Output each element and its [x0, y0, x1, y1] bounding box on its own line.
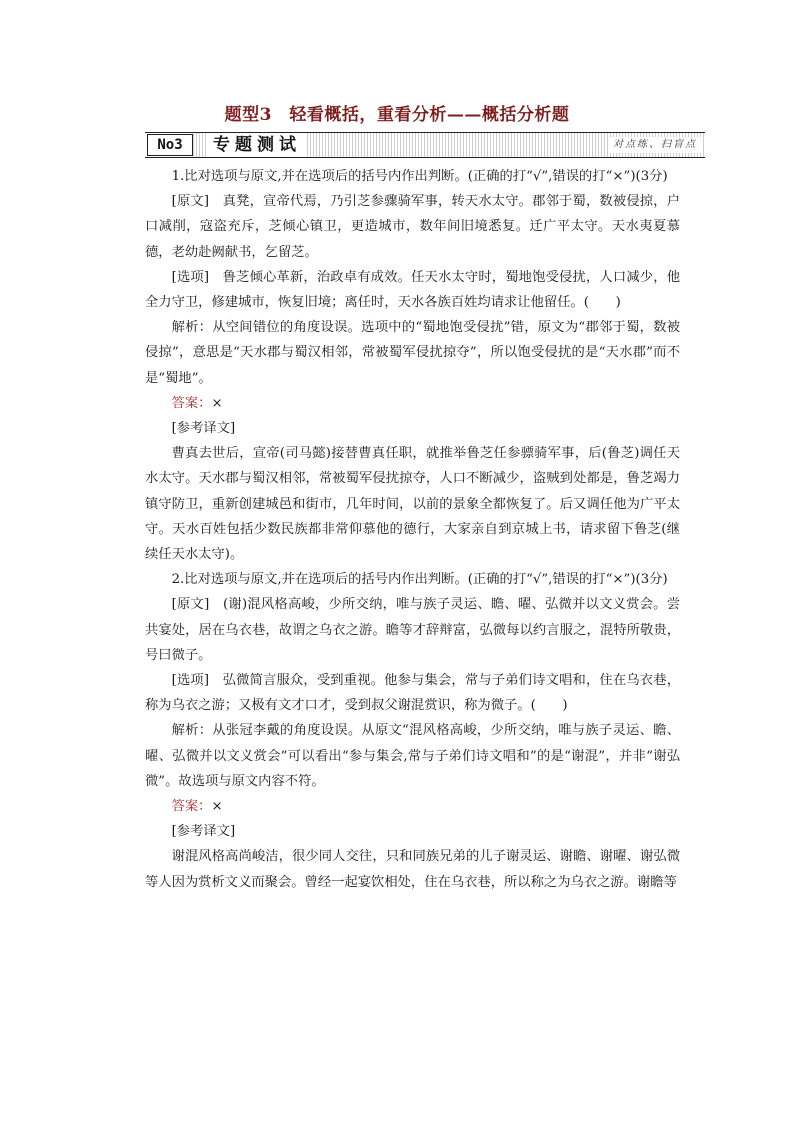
- q1-answer-label: 答案：: [171, 395, 212, 411]
- q1-prompt: 1.比对选项与原文,并在选项后的括号内作出判断。(正确的打“√”,错误的打“×”)(3分): [171, 169, 668, 184]
- page-title: 题型3 轻看概括，重看分析——概括分析题: [224, 105, 570, 125]
- document-body: [145, 164, 680, 895]
- q1-answer-value: ×: [211, 395, 223, 411]
- q2-translation: 谢混风格高尚峻洁，很少同人交往，只和同族兄弟的儿子谢灵运、谢瞻、谢曜、谢弘微等人因为赏析文义而聚会。曾经一起宴饮相处，住在乌衣巷，所以称之为乌衣之游。谢瞻等: [145, 849, 680, 890]
- q1-analysis: 解析：从空间错位的角度设误。选项中的“蜀地饱受侵扰”错，原文为“郡邻于蜀，数被侵掠”，意思是“天水郡与蜀汉相邻，常被蜀军侵扰掠夺”，所以饱受侵扰的是“天水郡”而不是“蜀地”。: [145, 320, 680, 386]
- q1-reference-heading: [参考译文]: [171, 421, 236, 437]
- q2-answer-value: ×: [211, 799, 223, 815]
- q1-answer: [145, 391, 680, 416]
- q2-answer: [145, 794, 680, 819]
- q1-translation: 曹真去世后，宣帝(司马懿)接替曹真任职，就推举鲁芝任参骠骑军事，后(鲁芝)调任天水太守。天水郡与蜀汉相邻，常被蜀军侵扰掠夺，人口不断减少，盗贼到处都是，鲁芝竭力镇守防卫，重新创建城邑和街市，几年时间，以前的景象全都恢复了。后又调任他为广平太守。天水百姓包括少数民族都非常仰慕他的德行，大家亲自到京城上书，请求留下鲁芝(继续任天水太守)。: [145, 446, 680, 563]
- q2-analysis: 解析：从张冠李戴的角度设误。从原文“混风格高峻，少所交纳，唯与族子灵运、瞻、曜、弘微并以文义赏会”可以看出“参与集会,常与子弟们诗文唱和”的是“谢混”，并非“谢弘微”。故选项与原文内容不符。: [145, 723, 680, 789]
- section-number-badge: No3: [147, 134, 193, 156]
- q2-answer-label: 答案：: [171, 799, 212, 815]
- q2-prompt: 2.比对选项与原文,并在选项后的括号内作出判断。(正确的打“√”,错误的打“×”)(3分): [171, 572, 668, 588]
- q2-option-text: [选项] 弘微简言服众，受到重视。他参与集会，常与子弟们诗文唱和，住在乌衣巷，称为乌衣之游；又极有文才口才，受到叔父谢混赏识，称为微子。( ): [145, 673, 680, 714]
- section-header-bar: [145, 132, 705, 158]
- q2-original-text: [原文] (谢)混风格高峻，少所交纳，唯与族子灵运、瞻、曜、弘微并以文义赏会。尝共宴处，居在乌衣巷，故谓之乌衣之游。瞻等才辞辩富，弘微每以约言服之，混特所敬贵，号曰微子。: [145, 597, 680, 663]
- section-right-label: 对点练、扫盲点: [609, 137, 701, 153]
- q2-reference-heading: [参考译文]: [171, 824, 236, 840]
- q1-option-text: [选项] 鲁芝倾心革新，治政卓有成效。任天水太守时，蜀地饱受侵扰，人口减少，他全力守卫，修建城市，恢复旧境；离任时，天水各族百姓均请求让他留任。( ): [145, 269, 680, 311]
- q1-original-text: [原文] 真凳，宣帝代焉，乃引芝参骤骑军事，转天水太守。郡邻于蜀，数被侵掠，户口减削，寇盗充斥，芝倾心镇卫，更造城市，数年间旧境悉复。迁广平太守。天水夷夏慕德，老幼赴阙献书，乞留芝。: [145, 194, 680, 260]
- section-heading: 专题测试: [207, 133, 307, 157]
